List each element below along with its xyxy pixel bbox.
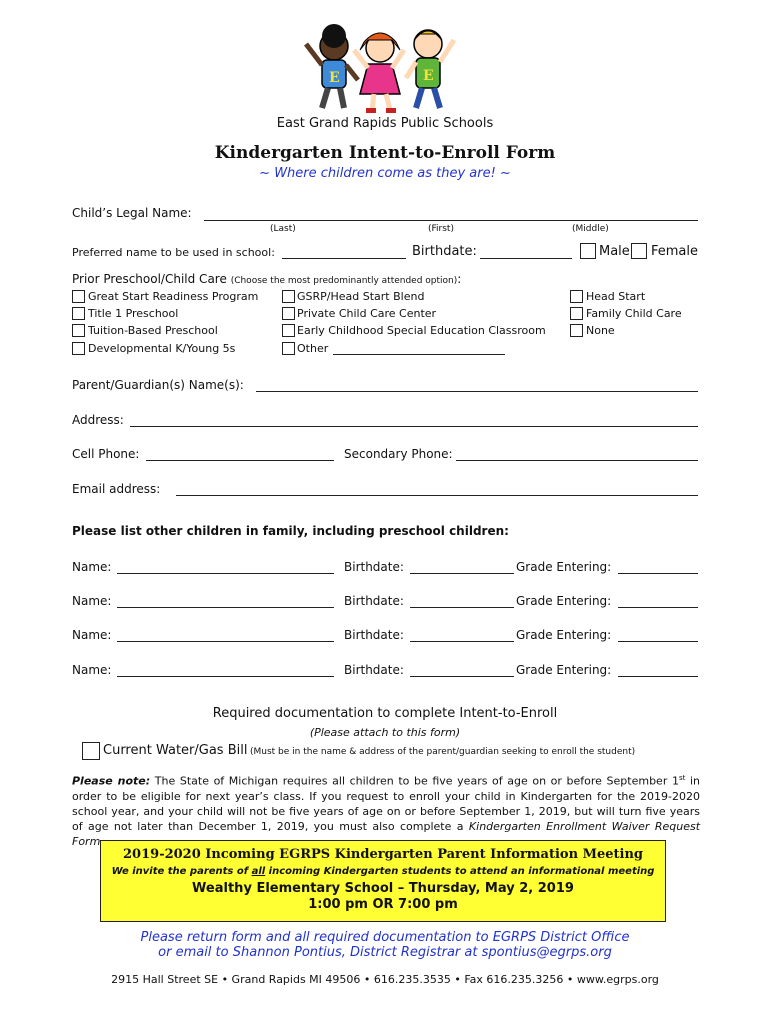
female-checkbox[interactable] xyxy=(631,243,647,259)
secondary-phone-label: Secondary Phone: xyxy=(344,447,453,461)
sibling-name-label: Name: xyxy=(72,628,112,642)
meeting-location: Wealthy Elementary School – Thursday, May 2, 2019 xyxy=(192,881,574,896)
option-checkbox-devk[interactable] xyxy=(72,342,85,355)
kids-logo xyxy=(296,20,466,116)
note-body-2: in order to be eligible for next year’s class. If you request to enroll your child in Kindergarten for the 2019-2020 school year, and your child will not be five years of age on or before September 1, 2019, but will turn five years of age not later than December 1, 2019, you must also complete a xyxy=(72,774,700,833)
note-sup: st xyxy=(678,774,686,782)
address-label: Address: xyxy=(72,413,124,427)
water-bill-label: Current Water/Gas Bill xyxy=(103,743,248,758)
siblings-heading: Please list other children in family, including preschool children: xyxy=(72,524,509,538)
option-checkbox-family[interactable] xyxy=(570,307,583,320)
last-sublabel: (Last) xyxy=(270,224,296,234)
note-body-1: The State of Michigan requires all children to be five years of age on or before September 1 xyxy=(150,774,679,788)
birthdate-field[interactable] xyxy=(480,258,572,259)
meeting-invite xyxy=(101,866,665,877)
address-field[interactable] xyxy=(130,426,698,427)
sibling-grade-field[interactable] xyxy=(618,607,698,608)
male-label: Male xyxy=(599,244,630,259)
svg-text:E: E xyxy=(423,68,434,84)
svg-text:E: E xyxy=(329,70,340,86)
water-bill-checkbox[interactable] xyxy=(82,742,100,760)
option-checkbox-ecse[interactable] xyxy=(282,324,295,337)
option-label: Head Start xyxy=(586,290,646,303)
parent-names-field[interactable] xyxy=(256,391,698,392)
sibling-name-field[interactable] xyxy=(117,573,334,574)
preschool-label: Prior Preschool/Child Care xyxy=(72,272,227,286)
sibling-grade-label: Grade Entering: xyxy=(516,628,612,642)
legal-name-field[interactable] xyxy=(204,220,698,221)
kid-middle-figure xyxy=(354,33,404,113)
sibling-birthdate-field[interactable] xyxy=(410,607,514,608)
tagline: ~ Where children come as they are! ~ xyxy=(259,166,511,181)
water-bill-note: (Must be in the name & address of the parent/guardian seeking to enroll the student) xyxy=(250,747,636,757)
option-checkbox-title1[interactable] xyxy=(72,307,85,320)
sibling-name-label: Name: xyxy=(72,560,112,574)
sibling-name-label: Name: xyxy=(72,663,112,677)
eligibility-note xyxy=(72,771,700,849)
sibling-birthdate-field[interactable] xyxy=(410,676,514,677)
sibling-grade-label: Grade Entering: xyxy=(516,560,612,574)
option-label: Other xyxy=(297,342,329,355)
sibling-grade-label: Grade Entering: xyxy=(516,594,612,608)
option-checkbox-gsrp[interactable] xyxy=(72,290,85,303)
preschool-hint: (Choose the most predominantly attended option) xyxy=(230,276,458,286)
option-checkbox-none[interactable] xyxy=(570,324,583,337)
invite-pre: We invite the parents of xyxy=(111,866,252,877)
cell-phone-label: Cell Phone: xyxy=(72,447,140,461)
option-label: Developmental K/Young 5s xyxy=(88,342,236,355)
female-label: Female xyxy=(651,244,699,259)
cell-phone-field[interactable] xyxy=(146,460,334,461)
sibling-grade-field[interactable] xyxy=(618,641,698,642)
docs-attach: (Please attach to this form) xyxy=(309,726,461,739)
male-checkbox[interactable] xyxy=(580,243,596,259)
kid-right-figure xyxy=(406,30,454,108)
form-title: Kindergarten Intent-to-Enroll Form xyxy=(214,143,556,163)
preferred-name-label: Preferred name to be used in school: xyxy=(72,246,275,259)
note-lead: Please note: xyxy=(72,774,151,788)
option-checkbox-headstart[interactable] xyxy=(570,290,583,303)
sibling-name-field[interactable] xyxy=(117,676,334,677)
sibling-birthdate-label: Birthdate: xyxy=(344,560,404,574)
district-name: East Grand Rapids Public Schools xyxy=(276,116,494,131)
preschool-colon: : xyxy=(457,272,462,286)
other-field[interactable] xyxy=(333,354,505,355)
return-line-1: Please return form and all required documentation to EGRPS District Office xyxy=(140,930,630,945)
parent-names-label: Parent/Guardian(s) Name(s): xyxy=(72,378,244,392)
birthdate-label: Birthdate: xyxy=(412,244,477,259)
preferred-name-field[interactable] xyxy=(282,258,406,259)
sibling-birthdate-label: Birthdate: xyxy=(344,663,404,677)
option-label: Great Start Readiness Program xyxy=(88,290,259,303)
sibling-name-field[interactable] xyxy=(117,607,334,608)
option-checkbox-other[interactable] xyxy=(282,342,295,355)
option-label: Tuition-Based Preschool xyxy=(88,324,218,337)
email-label: Email address: xyxy=(72,482,161,496)
option-label: Private Child Care Center xyxy=(297,307,437,320)
option-label: Early Childhood Special Education Classroom xyxy=(297,324,546,337)
sibling-birthdate-label: Birthdate: xyxy=(344,594,404,608)
meeting-time: 1:00 pm OR 7:00 pm xyxy=(308,897,458,912)
middle-sublabel: (Middle) xyxy=(572,224,609,234)
option-checkbox-tuition[interactable] xyxy=(72,324,85,337)
option-label: GSRP/Head Start Blend xyxy=(297,290,425,303)
sibling-grade-field[interactable] xyxy=(618,676,698,677)
footer-address: 2915 Hall Street SE • Grand Rapids MI 49506 • 616.235.3535 • Fax 616.235.3256 • www.egrps.org xyxy=(111,973,659,986)
kid-left-figure xyxy=(306,24,358,108)
legal-name-label: Child’s Legal Name: xyxy=(72,206,192,220)
sibling-birthdate-field[interactable] xyxy=(410,573,514,574)
sibling-grade-label: Grade Entering: xyxy=(516,663,612,677)
sibling-grade-field[interactable] xyxy=(618,573,698,574)
sibling-birthdate-field[interactable] xyxy=(410,641,514,642)
sibling-name-field[interactable] xyxy=(117,641,334,642)
option-checkbox-private[interactable] xyxy=(282,307,295,320)
option-checkbox-gsrp-blend[interactable] xyxy=(282,290,295,303)
invite-all: all xyxy=(251,866,266,877)
option-label: None xyxy=(586,324,615,337)
secondary-phone-field[interactable] xyxy=(456,460,698,461)
option-label: Family Child Care xyxy=(586,307,682,320)
return-line-2: or email to Shannon Pontius, District Registrar at spontius@egrps.org xyxy=(158,945,612,960)
meeting-box xyxy=(100,840,666,922)
waiver-form-name: Kindergarten Enrollment Waiver Request Form xyxy=(72,819,701,848)
sibling-birthdate-label: Birthdate: xyxy=(344,628,404,642)
meeting-title: 2019-2020 Incoming EGRPS Kindergarten Parent Information Meeting xyxy=(123,847,643,862)
invite-post: incoming Kindergarten students to attend an informational meeting xyxy=(265,866,655,877)
option-label: Title 1 Preschool xyxy=(88,307,179,320)
first-sublabel: (First) xyxy=(428,224,454,234)
sibling-name-label: Name: xyxy=(72,594,112,608)
docs-heading: Required documentation to complete Intent-to-Enroll xyxy=(212,706,558,721)
email-field[interactable] xyxy=(176,495,698,496)
preschool-heading xyxy=(72,272,461,286)
